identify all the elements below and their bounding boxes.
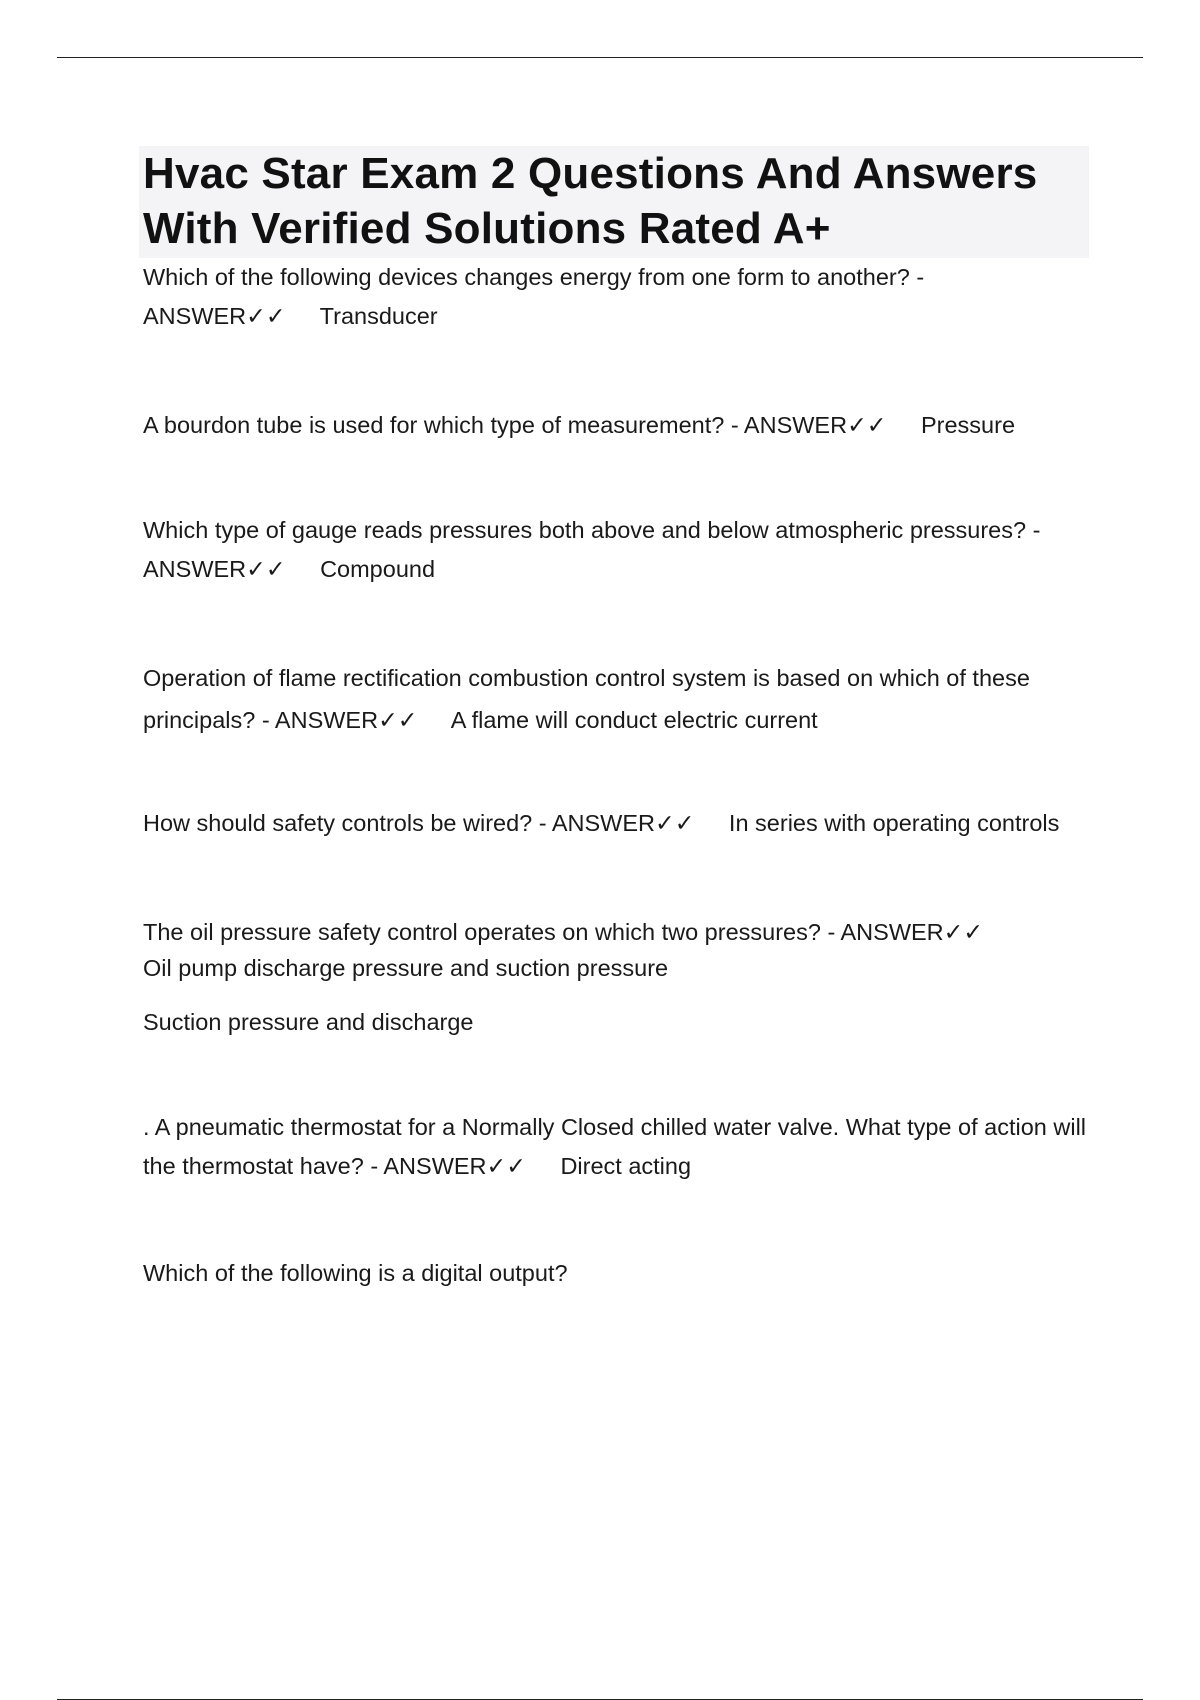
answer-marker: - ANSWER✓✓	[261, 707, 418, 733]
question-text: A bourdon tube is used for which type of measurement?	[143, 412, 725, 438]
document-body	[143, 146, 1093, 1293]
qa-item-4	[143, 657, 1093, 741]
qa-item-2	[143, 407, 1093, 443]
question-text: . A pneumatic thermostat for a Normally Closed chilled water valve. What type of action will the thermostat have?	[143, 1114, 1087, 1179]
answer-text: Transducer	[319, 303, 438, 329]
question-text: Operation of flame rectification combustion control system is based on which of these principals?	[143, 665, 1030, 733]
qa-item-1	[143, 258, 1093, 336]
answer-text: Pressure	[920, 412, 1016, 438]
answer-marker: - ANSWER✓✓	[370, 1153, 526, 1179]
question-text: Which type of gauge reads pressures both above and below atmospheric pressures?	[143, 517, 1027, 543]
question-text: Which of the following devices changes energy from one form to another?	[143, 264, 910, 290]
answer-text: In series with operating controls	[728, 810, 1060, 836]
answer-text: Compound	[320, 556, 436, 582]
answer-text: A flame will conduct electric current	[450, 707, 818, 733]
answer-marker: - ANSWER✓✓	[730, 412, 887, 438]
qa-item-6-extra: Suction pressure and discharge	[143, 1009, 474, 1035]
document-title: Hvac Star Exam 2 Questions And Answers With Verified Solutions Rated A+	[143, 149, 1038, 253]
answer-marker: - ANSWER✓✓	[143, 264, 925, 329]
question-text: Which of the following is a digital output?	[143, 1260, 568, 1286]
answer-marker: - ANSWER✓✓	[538, 810, 695, 836]
answer-text: Oil pump discharge pressure and suction pressure	[143, 955, 669, 981]
answer-marker: - ANSWER✓✓	[143, 517, 1041, 582]
answer-text: Direct acting	[560, 1153, 692, 1179]
qa-item-3	[143, 511, 1093, 589]
title-block	[139, 146, 1089, 258]
qa-item-7	[143, 1108, 1093, 1186]
answer-marker: - ANSWER✓✓	[827, 919, 984, 945]
qa-item-8	[143, 1254, 1093, 1293]
qa-item-5	[143, 804, 1093, 842]
question-text: How should safety controls be wired?	[143, 810, 533, 836]
question-text: The oil pressure safety control operates on which two pressures?	[143, 919, 821, 945]
qa-item-6	[143, 914, 1093, 986]
top-rule	[57, 57, 1143, 58]
